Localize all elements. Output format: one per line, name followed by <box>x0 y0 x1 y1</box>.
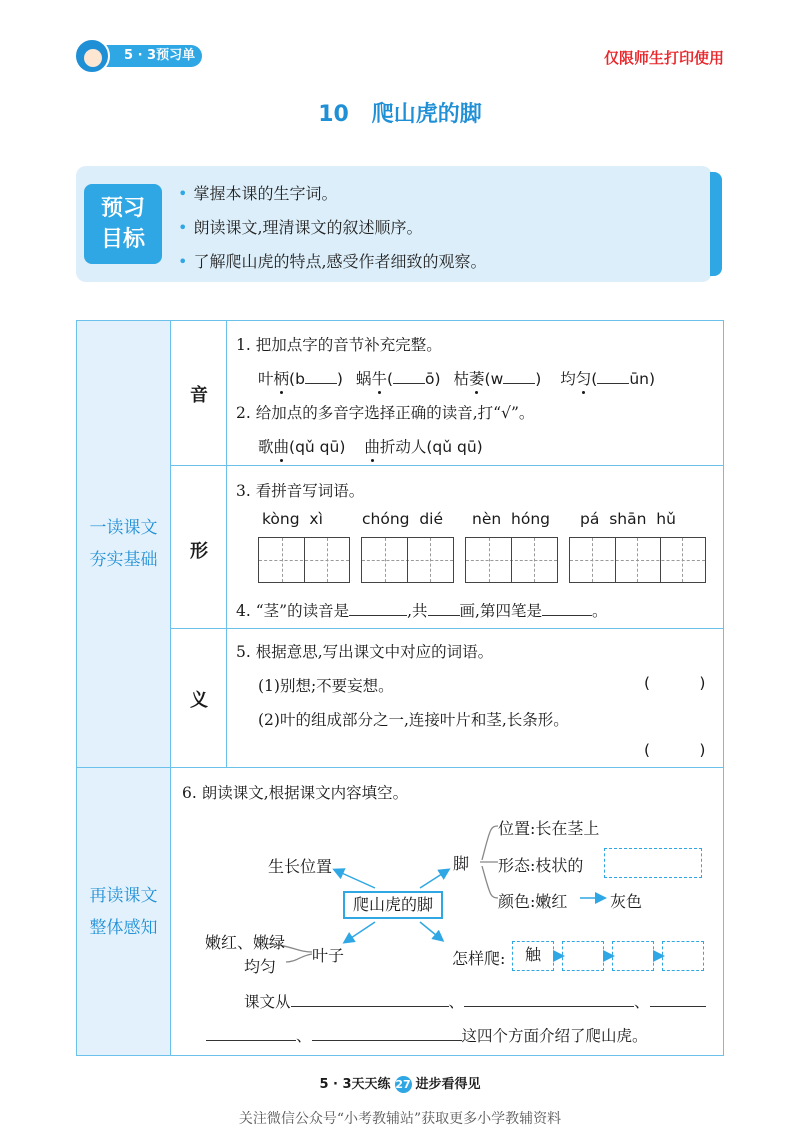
climb-step-3[interactable] <box>612 941 654 971</box>
section-read1-line2: 夯实基础 <box>89 550 158 570</box>
q2-item1-pre: 歌 <box>258 438 274 456</box>
q1-item3-open: (w <box>484 370 504 388</box>
q5-item1: (1)别想;不要妄想。 <box>258 677 394 695</box>
q4-part4: 。 <box>591 602 608 620</box>
mind-map-center: 爬山虎的脚 <box>343 891 443 919</box>
q1-item2-post: ō) <box>425 370 441 388</box>
q1-title: 1. 把加点字的音节补充完整。 <box>236 336 442 354</box>
mind-map-position: 位置:长在茎上 <box>498 819 600 838</box>
category-meaning: 义 <box>190 690 208 711</box>
q6-summary-line1 <box>244 990 706 1012</box>
mind-map-color-to: 灰色 <box>610 892 643 911</box>
q1-item4-post: ūn) <box>629 370 656 388</box>
q3-pinyin-1: kòng xì <box>262 510 323 528</box>
q6-summary-sep2: 、 <box>634 993 650 1011</box>
q1-item3-post: ) <box>535 370 542 388</box>
goal-item-3: • 了解爬山虎的特点,感受作者细致的观察。 <box>178 249 487 272</box>
q3-pinyin-3: nèn hóng <box>472 510 551 528</box>
q2-title: 2. 给加点的多音字选择正确的读音,打“√”。 <box>236 404 535 422</box>
q1-item2-open: ( <box>386 370 394 388</box>
mind-map-leaf: 叶子 <box>312 946 345 965</box>
q4-part3: 画,第四笔是 <box>459 602 542 620</box>
lesson-title: 10 爬山虎的脚 <box>318 102 482 127</box>
summary-blank-3[interactable] <box>650 992 706 1007</box>
header-badge-label: 5 · 3预习单 <box>96 45 202 67</box>
summary-blank-2[interactable] <box>464 992 634 1007</box>
q5-item1-answer[interactable]: ( ) <box>644 674 706 692</box>
q3-title: 3. 看拼音写词语。 <box>236 482 365 500</box>
footer-left: 5 · 3天天练 <box>319 1077 391 1092</box>
climb-step-2[interactable] <box>562 941 604 971</box>
category-sound: 音 <box>190 385 208 406</box>
q2-item2-dot: 曲 <box>364 438 380 456</box>
q3-pinyin-4: pá shān hǔ <box>580 510 676 528</box>
q4-part2: ,共 <box>407 602 428 620</box>
goals-tag-line2: 目标 <box>100 227 145 252</box>
goals-tag-line1: 预习 <box>100 196 145 221</box>
q1-item1-post: ) <box>336 370 343 388</box>
shape-answer-box[interactable] <box>604 848 702 878</box>
summary-blank-4[interactable] <box>206 1026 296 1041</box>
mind-map-how: 怎样爬: <box>452 949 506 968</box>
q1-item4-dot: 匀 <box>575 370 592 388</box>
section-read1-line1: 一读课文 <box>89 518 158 538</box>
climb-step-1-text: 触 <box>524 945 541 964</box>
q1-item2-pre: 蜗 <box>355 370 372 388</box>
q4-part1: 4. “茎”的读音是 <box>236 602 350 620</box>
q6-title: 6. 朗读课文,根据课文内容填空。 <box>182 784 409 802</box>
q5-title: 5. 根据意思,写出课文中对应的词语。 <box>236 643 494 661</box>
page-footer <box>0 1073 800 1093</box>
section-read2-line2: 整体感知 <box>89 918 158 938</box>
mind-map-color: 颜色:嫩红 <box>498 892 568 911</box>
climb-step-1 <box>512 941 554 971</box>
q5-item2-answer[interactable]: ( ) <box>644 741 706 759</box>
q2-item2-post: 折动人 <box>379 438 427 456</box>
q1-item4-pre: 均 <box>560 370 576 388</box>
page-number: 27 <box>395 1078 411 1091</box>
goal-item-2: • 朗读课文,理清课文的叙述顺序。 <box>178 215 423 238</box>
q6-summary-sep1: 、 <box>448 993 465 1011</box>
q5-item2: (2)叶的组成部分之一,连接叶片和茎,长条形。 <box>258 711 569 729</box>
footer-right: 进步看得见 <box>415 1077 481 1092</box>
q1-item2-dot: 牛 <box>371 370 387 388</box>
goal-item-1: • 掌握本课的生字词。 <box>178 181 337 204</box>
q6-summary-start: 课文从 <box>244 993 291 1011</box>
mind-map-shape: 形态:枝状的 <box>498 856 584 875</box>
mind-map-growth: 生长位置 <box>268 857 333 876</box>
q3-pinyin-2: chóng dié <box>362 510 444 528</box>
q2-item2-options[interactable]: (qǔ qū) <box>426 438 483 456</box>
q1-item1-dot: 柄 <box>273 370 290 388</box>
summary-blank-5[interactable] <box>312 1026 462 1041</box>
q1-item1-open: (b <box>289 370 305 388</box>
mind-map-leaf-color2: 均匀 <box>244 957 277 976</box>
mind-map-foot: 脚 <box>453 854 470 873</box>
q1-item1-pre: 叶 <box>258 370 274 388</box>
q6-summary-end: 这四个方面介绍了爬山虎。 <box>461 1027 648 1045</box>
print-restriction-note: 仅限师生打印使用 <box>603 49 724 67</box>
q2-item1-options[interactable]: (qǔ qū) <box>289 438 346 456</box>
climb-step-4[interactable] <box>662 941 704 971</box>
q1-item3-dot: 萎 <box>469 370 485 388</box>
q1-item3-pre: 枯 <box>453 370 469 388</box>
q6-summary-sep3: 、 <box>296 1027 312 1045</box>
q2-item1-dot: 曲 <box>273 438 290 456</box>
bottom-note: 关注微信公众号“小考教辅站”获取更多小学教辅资料 <box>238 1111 562 1127</box>
mind-map-leaf-color1: 嫩红、嫩绿 <box>205 933 286 952</box>
category-form: 形 <box>190 541 208 562</box>
section-read2-line1: 再读课文 <box>89 886 158 906</box>
q1-item4-open: ( <box>591 370 598 388</box>
summary-blank-1[interactable] <box>291 992 449 1007</box>
q6-summary-line2 <box>206 1024 648 1046</box>
